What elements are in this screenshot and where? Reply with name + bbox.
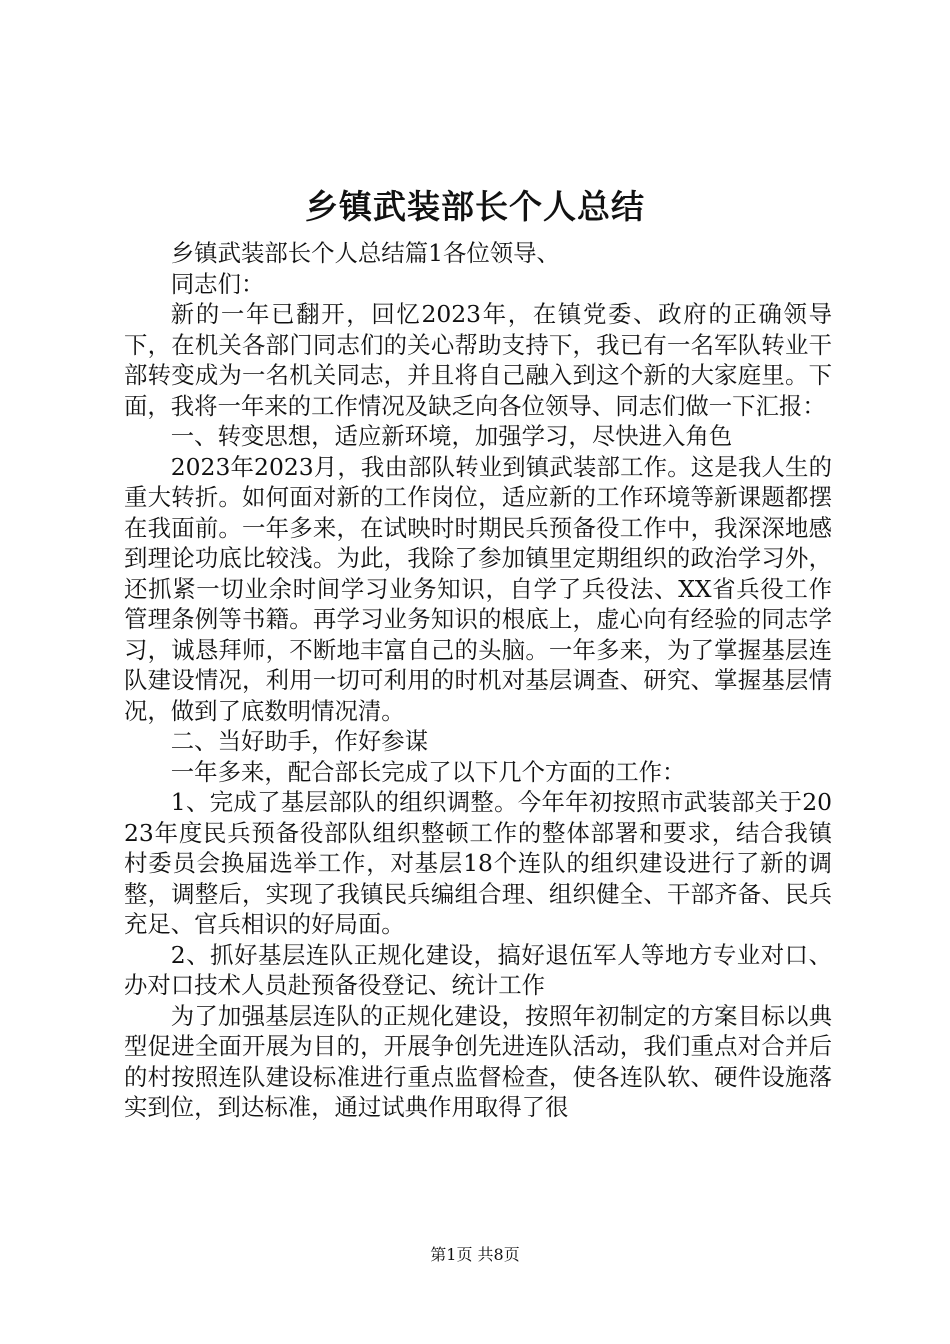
- document-title: 乡镇武装部长个人总结: [305, 187, 645, 226]
- page-footer: [0, 1243, 950, 1267]
- paragraph: 乡镇武装部长个人总结篇1各位领导、: [170, 239, 560, 267]
- page-number-current: 第1页: [430, 1245, 473, 1264]
- paragraph: 2、抓好基层连队正规化建设，搞好退伍军人等地方专业对口、办对口技术人员赴预备役登记、统计工作: [124, 940, 832, 999]
- page-number-total: 共8页: [477, 1245, 520, 1264]
- paragraph: 2023年2023月，我由部队转业到镇武装部工作。这是我人生的重大转折。如何面对新的工作岗位，适应新的工作环境等新课题都摆在我面前。一年多来，在试映时时期民兵预备役工作中，我深深地感到理论功底比较浅。为此，我除了参加镇里定期组织的政治学习外，还抓紧一切业余时间学习业务知识，自学了兵役法、XX省兵役工作管理条例等书籍。再学习业务知识的根底上，虚心向有经验的同志学习，诚恳拜师，不断地丰富自己的头脑。一年多来，为了掌握基层连队建设情况，利用一切可利用的时机对基层调查、研究、掌握基层情况，做到了底数明情况清。: [124, 452, 832, 725]
- paragraph: 一年多来，配合部长完成了以下几个方面的工作：: [170, 757, 686, 786]
- paragraph: 1、完成了基层部队的组织调整。今年年初按照市武装部关于2023年度民兵预备役部队组织整顿工作的整体部署和要求，结合我镇村委员会换届选举工作，对基层18个连队的组织建设进行了新的调整，调整后，实现了我镇民兵编组合理、组织健全、干部齐备、民兵充足、官兵相识的好局面。: [124, 788, 832, 938]
- section-heading: 一、转变思想，适应新环境，加强学习，尽快进入角色: [170, 422, 733, 450]
- section-heading: 二、当好助手，作好参谋: [170, 727, 429, 755]
- paragraph: 新的一年已翻开，回忆2023年，在镇党委、政府的正确领导下，在机关各部门同志们的关心帮助支持下，我已有一名军队转业干部转变成为一名机关同志，并且将自己融入到这个新的大家庭里。下面，我将一年来的工作情况及缺乏向各位领导、同志们做一下汇报：: [124, 300, 832, 420]
- paragraph: 为了加强基层连队的正规化建设，按照年初制定的方案目标以典型促进全面开展为目的，开展争创先进连队活动，我们重点对合并后的村按照连队建设标准进行重点监督检查，使各连队软、硬件设施落实到位，到达标准，通过试典作用取得了很: [124, 1001, 832, 1121]
- paragraph: 同志们：: [170, 269, 265, 298]
- document-body: [124, 238, 832, 1123]
